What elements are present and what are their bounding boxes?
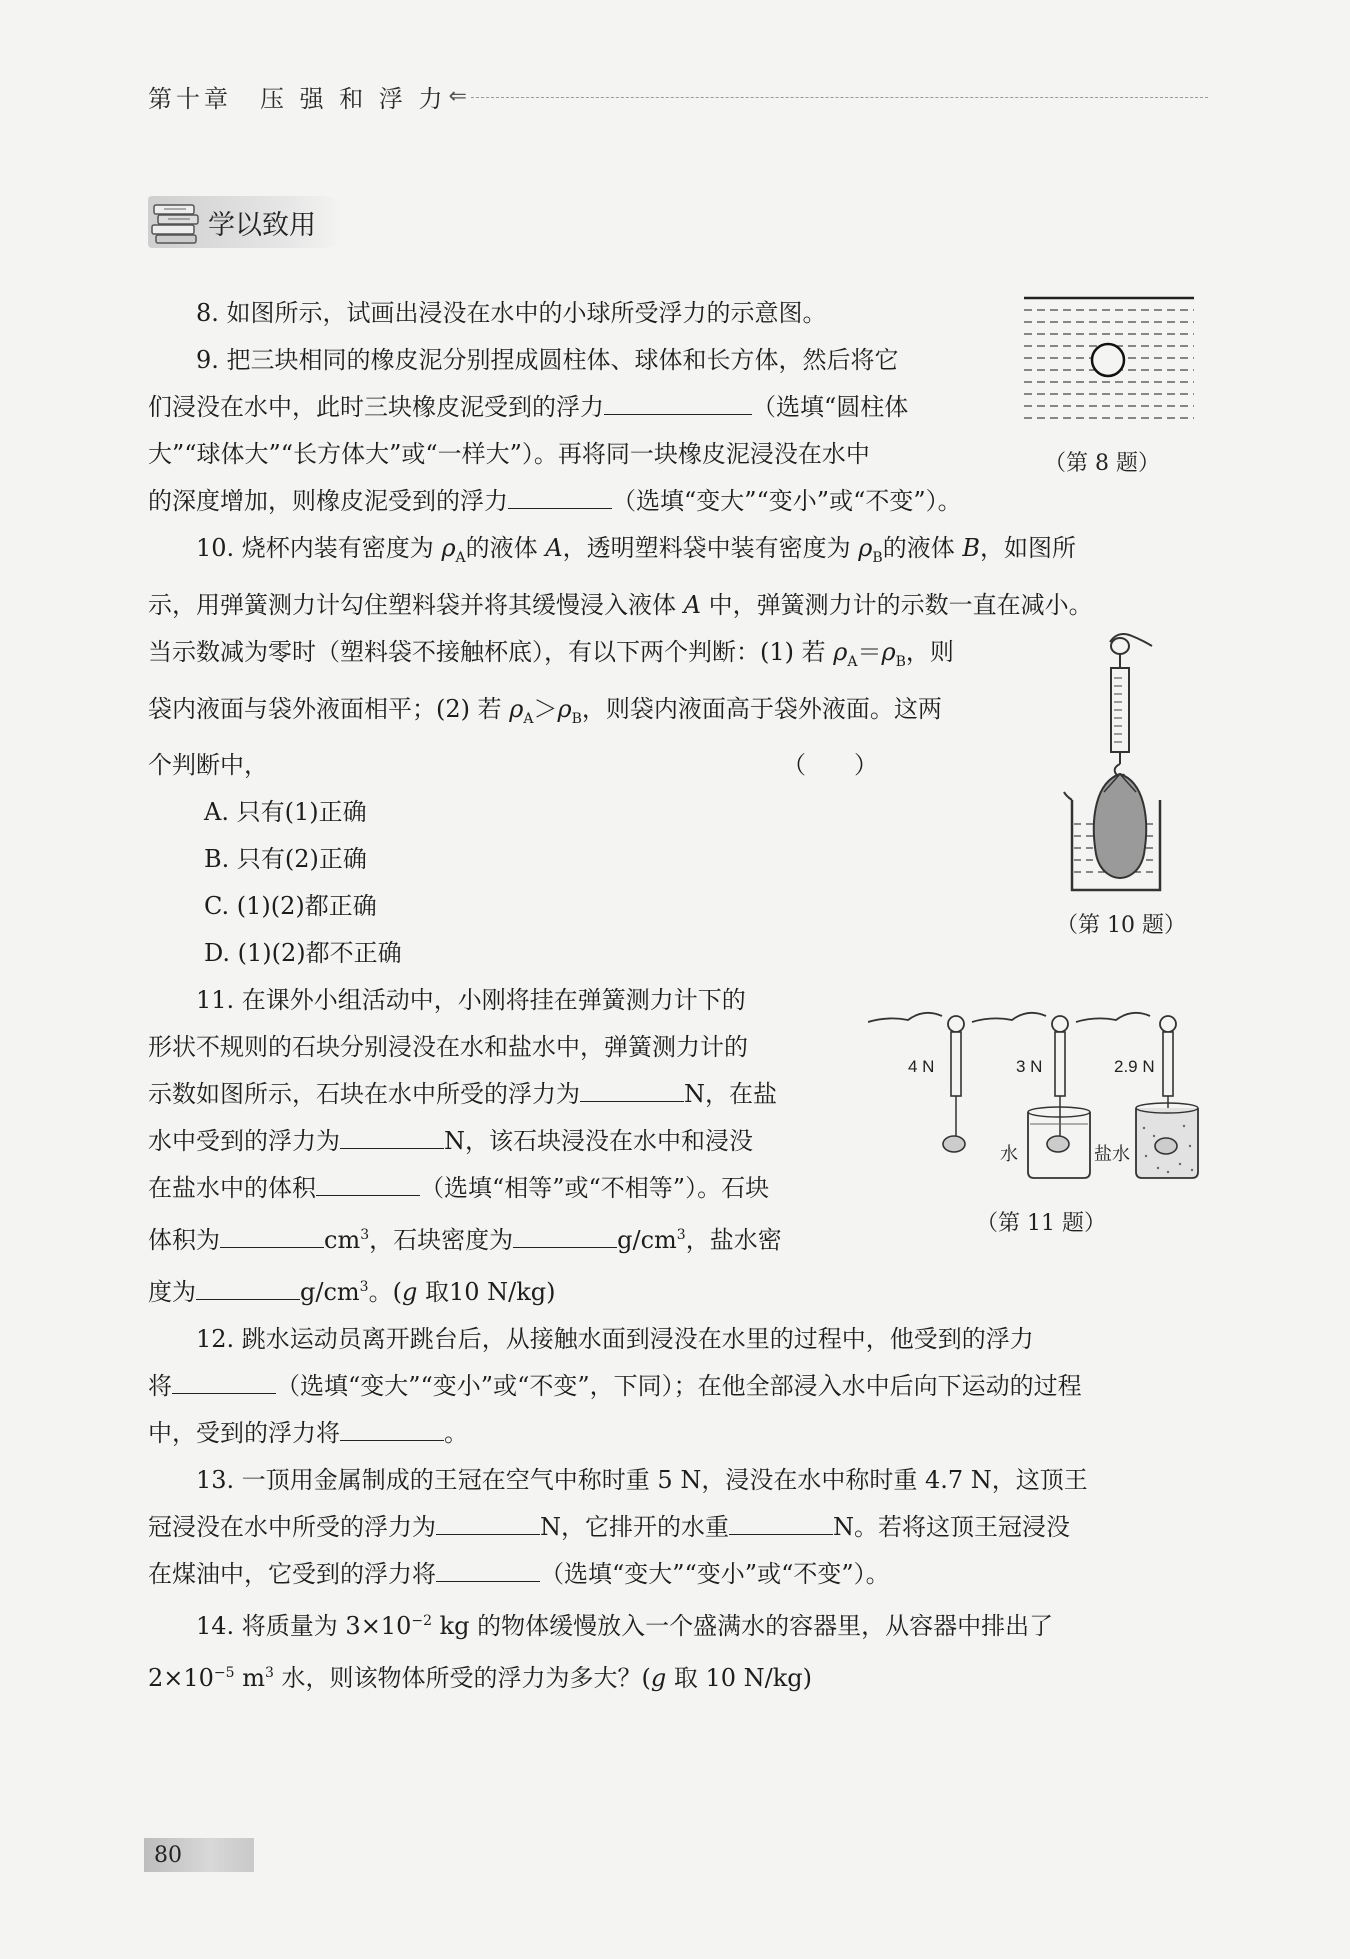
- figure-11-caption: （第 11 题）: [976, 1211, 1106, 1236]
- figure-8-caption: （第 8 题）: [1044, 451, 1160, 476]
- option-d[interactable]: D. (1)(2)都不正确: [204, 939, 402, 968]
- question-10-line-3: 当示数减为零时（塑料袋不接触杯底），有以下两个判断：(1) 若 $\rho_A=\rho_B$，则: [148, 637, 954, 670]
- question-9-line-3: 大”“球体大”“长方体大”或“一样大”）。再将同一块橡皮泥浸没在水中: [148, 440, 870, 468]
- question-11-line-4: 水中受到的浮力为 N，该石块浸没在水中和浸没: [148, 1118, 1208, 1165]
- exercise-content: [148, 290, 1208, 1702]
- option-a[interactable]: A. 只有(1)正确: [204, 798, 367, 827]
- question-11-line-5: 在盐水中的体积 （选填“相等”或“不相等”）。石块: [148, 1165, 1208, 1212]
- question-8: 8. 如图所示，试画出浸没在水中的小球所受浮力的示意图。: [196, 299, 827, 327]
- question-10-line-4: 袋内液面与袋外液面相平；(2) 若 $\rho_A>\rho_B$，则袋内液面高于袋外液面。这两: [148, 694, 942, 727]
- header-rule: [471, 97, 1208, 98]
- books-icon: [150, 199, 204, 245]
- water-label: 水: [1000, 1144, 1018, 1165]
- question-10-line-1: 10. 烧杯内装有密度为 $\rho_A$的液体 A，透明塑料袋中装有密度为 $\rho_B$的液体 B，如图所: [196, 534, 1076, 566]
- section-badge: [148, 196, 344, 248]
- brine-label: 盐水: [1094, 1144, 1130, 1165]
- question-12-line-1: 12. 跳水运动员离开跳台后，从接触水面到浸没在水里的过程中，他受到的浮力: [196, 1325, 1034, 1354]
- reading-water: 3 N: [1016, 1057, 1043, 1076]
- header-arrow-icon: ⇐: [448, 83, 467, 109]
- question-10-line-2: 示，用弹簧测力计勾住塑料袋并将其缓慢浸入液体 A 中，弹簧测力计的示数一直在减小。: [148, 590, 1093, 619]
- question-14-line-2: $2\times 10^{-5}$ $m^3$ 水，则该物体所受的浮力为多大？(g 取 10 N/kg): [148, 1664, 813, 1693]
- answer-blank[interactable]: [196, 1271, 300, 1300]
- figure-10-caption: （第 10 题）: [1056, 913, 1186, 938]
- answer-blank[interactable]: [580, 1073, 684, 1102]
- reading-air: 4 N: [908, 1057, 935, 1076]
- answer-blank[interactable]: [220, 1219, 324, 1248]
- question-11-line-2: 形状不规则的石块分别浸没在水和盐水中，弹簧测力计的: [148, 1033, 748, 1062]
- question-14-line-1: 14. 将质量为 $3\times 10^{-2}$ kg 的物体缓慢放入一个盛满水的容器里，从容器中排出了: [196, 1612, 1054, 1641]
- question-11-line-1: 11. 在课外小组活动中，小刚将挂在弹簧测力计下的: [196, 986, 746, 1015]
- question-11-line-3: 示数如图所示，石块在水中所受的浮力为 N，在盐: [148, 1071, 1208, 1118]
- chapter-title: 第十章 压 强 和 浮 力: [148, 84, 447, 113]
- answer-blank[interactable]: [604, 386, 752, 415]
- chapter-header: [148, 78, 1208, 114]
- question-13-line-3: 在煤油中，它受到的浮力将 （选填“变大”“变小”或“不变”）。: [148, 1551, 1208, 1598]
- answer-blank[interactable]: [729, 1506, 833, 1535]
- answer-blank[interactable]: [508, 480, 612, 509]
- page-number: 80: [144, 1838, 254, 1872]
- question-13-line-2: 冠浸没在水中所受的浮力为 N，它排开的水重 N。若将这顶王冠浸没: [148, 1504, 1208, 1551]
- answer-blank[interactable]: [316, 1167, 420, 1196]
- question-11-line-7: 度为 $g/cm^3$。(g 取10 N/kg): [148, 1264, 1208, 1316]
- answer-blank[interactable]: [436, 1553, 540, 1582]
- question-13-line-1: 13. 一顶用金属制成的王冠在空气中称时重 5 N，浸没在水中称时重 4.7 N，这顶王: [196, 1466, 1088, 1495]
- question-9-line-4: 的深度增加，则橡皮泥受到的浮力 （选填“变大”“变小”或“不变”）。: [148, 478, 1208, 525]
- question-10-line-5: 个判断中， （ ）: [148, 742, 878, 789]
- answer-blank[interactable]: [513, 1219, 617, 1248]
- answer-blank[interactable]: [436, 1506, 540, 1535]
- answer-blank[interactable]: [172, 1365, 276, 1394]
- option-b[interactable]: B. 只有(2)正确: [204, 845, 367, 874]
- section-title: 学以致用: [208, 209, 316, 241]
- question-9-line-1: 9. 把三块相同的橡皮泥分别捏成圆柱体、球体和长方体，然后将它: [196, 346, 899, 374]
- answer-parentheses[interactable]: （ ）: [782, 751, 878, 780]
- reading-brine: 2.9 N: [1114, 1057, 1155, 1076]
- question-11-line-6: 体积为 $cm^3$，石块密度为 $g/cm^3$，盐水密: [148, 1212, 1208, 1264]
- question-12-line-3: 中，受到的浮力将 。: [148, 1410, 1208, 1457]
- question-9-line-2: 们浸没在水中，此时三块橡皮泥受到的浮力 （选填“圆柱体: [148, 384, 1008, 431]
- answer-blank[interactable]: [340, 1120, 444, 1149]
- question-12-line-2: 将 （选填“变大”“变小”或“不变”，下同）；在他全部浸入水中后向下运动的过程: [148, 1363, 1208, 1410]
- option-c[interactable]: C. (1)(2)都正确: [204, 892, 377, 921]
- answer-blank[interactable]: [340, 1412, 444, 1441]
